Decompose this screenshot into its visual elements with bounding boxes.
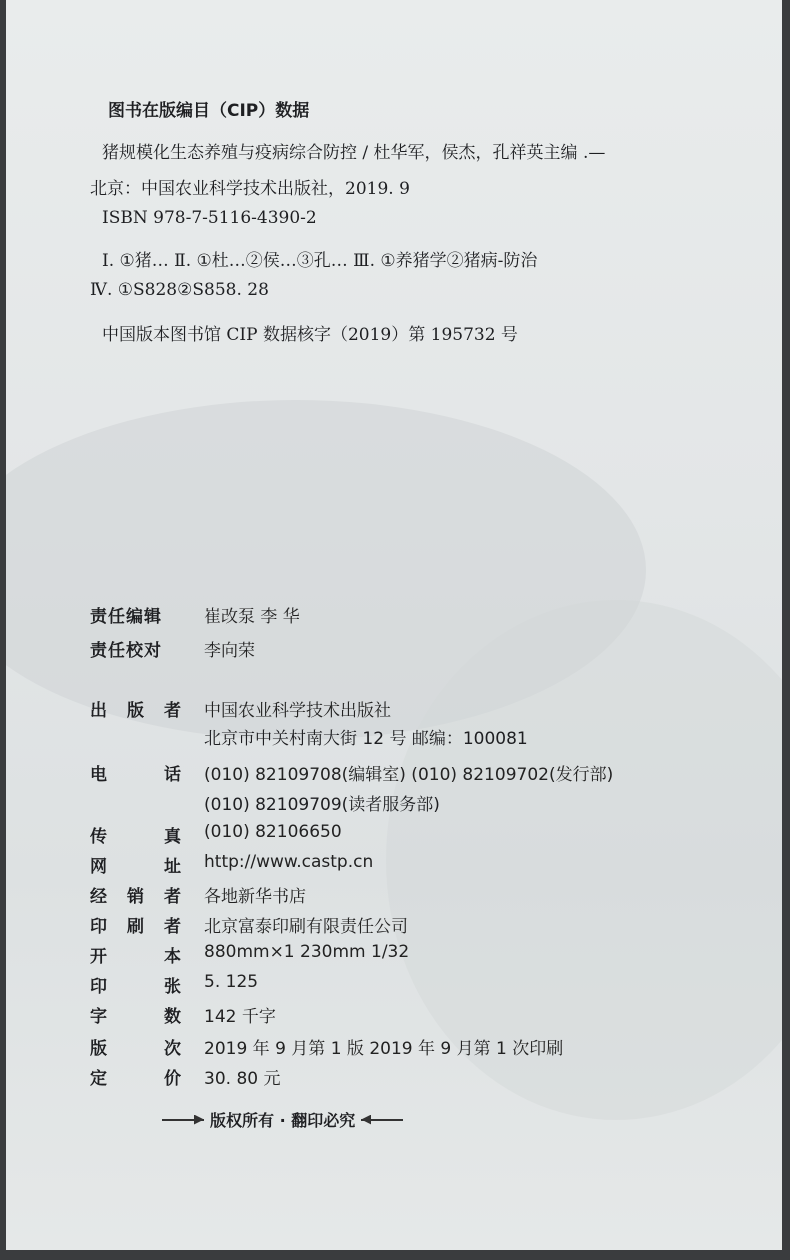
cip-isbn: ISBN 978-7-5116-4390-2 bbox=[102, 208, 317, 228]
format-row bbox=[90, 942, 409, 967]
cip-classification-1: Ⅰ. ①猪… Ⅱ. ①杜…②侯…③孔… Ⅲ. ①养猪学②猪病-防治 bbox=[102, 251, 538, 271]
website-label: 网 址 bbox=[90, 857, 182, 877]
proofreader-label: 责任校对 bbox=[90, 641, 162, 661]
wordcount-row bbox=[90, 1002, 276, 1027]
proofreader-value: 李向荣 bbox=[204, 641, 255, 661]
proofreader-row bbox=[90, 636, 255, 661]
cip-heading: 图书在版编目（CIP）数据 bbox=[108, 101, 310, 121]
phone-row bbox=[90, 760, 613, 785]
distributor-row bbox=[90, 882, 306, 907]
printer-row bbox=[90, 912, 408, 937]
cip-title-line: 猪规模化生态养殖与疫病综合防控 / 杜华军，侯杰，孔祥英主编 .— bbox=[102, 143, 606, 163]
wordcount-value: 142 千字 bbox=[204, 1007, 276, 1027]
publisher-label: 出 版 者 bbox=[90, 701, 182, 721]
edition-row bbox=[90, 1034, 563, 1059]
edition-label: 版 次 bbox=[90, 1039, 182, 1059]
publisher-name: 中国农业科学技术出版社 bbox=[204, 701, 391, 721]
distributor-label: 经 销 者 bbox=[90, 887, 182, 907]
printer-label: 印 刷 者 bbox=[90, 917, 182, 937]
edition-value: 2019 年 9 月第 1 版 2019 年 9 月第 1 次印刷 bbox=[204, 1039, 564, 1059]
cip-verification: 中国版本图书馆 CIP 数据核字（2019）第 195732 号 bbox=[102, 325, 518, 345]
distributor-value: 各地新华书店 bbox=[204, 887, 306, 907]
fax-row bbox=[90, 822, 342, 847]
editor-value: 崔改泵 李 华 bbox=[204, 607, 300, 627]
price-row bbox=[90, 1064, 280, 1089]
wordcount-label: 字 数 bbox=[90, 1007, 182, 1027]
cip-classification-2: Ⅳ. ①S828②S858. 28 bbox=[90, 280, 269, 300]
publisher-row bbox=[90, 696, 391, 721]
phone-label: 电 话 bbox=[90, 765, 182, 785]
format-value: 880mm×1 230mm 1/32 bbox=[204, 942, 410, 962]
price-value: 30. 80 元 bbox=[204, 1069, 281, 1089]
website-value: http://www.castp.cn bbox=[204, 852, 374, 872]
phone-value-2: (010) 82109709(读者服务部) bbox=[204, 795, 440, 815]
website-row bbox=[90, 852, 373, 877]
price-label: 定 价 bbox=[90, 1069, 182, 1089]
sheets-value: 5. 125 bbox=[204, 972, 259, 992]
cip-publisher-line: 北京：中国农业科学技术出版社，2019. 9 bbox=[90, 179, 410, 199]
ornament-left-icon bbox=[162, 1115, 204, 1125]
sheets-row bbox=[90, 972, 258, 997]
sheets-label: 印 张 bbox=[90, 977, 182, 997]
fax-value: (010) 82106650 bbox=[204, 822, 342, 842]
editor-row bbox=[90, 602, 300, 627]
format-label: 开 本 bbox=[90, 947, 182, 967]
editor-label: 责任编辑 bbox=[90, 607, 162, 627]
copyright-text: 版权所有 · 翻印必究 bbox=[210, 1111, 356, 1130]
publisher-address: 北京市中关村南大街 12 号 邮编：100081 bbox=[204, 729, 528, 749]
fax-label: 传 真 bbox=[90, 827, 182, 847]
ornament-right-icon bbox=[361, 1115, 403, 1125]
copyright-notice bbox=[156, 1108, 409, 1131]
phone-value-1: (010) 82109708(编辑室) (010) 82109702(发行部) bbox=[204, 765, 614, 785]
copyright-page bbox=[6, 0, 782, 1250]
printer-value: 北京富泰印刷有限责任公司 bbox=[204, 917, 408, 937]
